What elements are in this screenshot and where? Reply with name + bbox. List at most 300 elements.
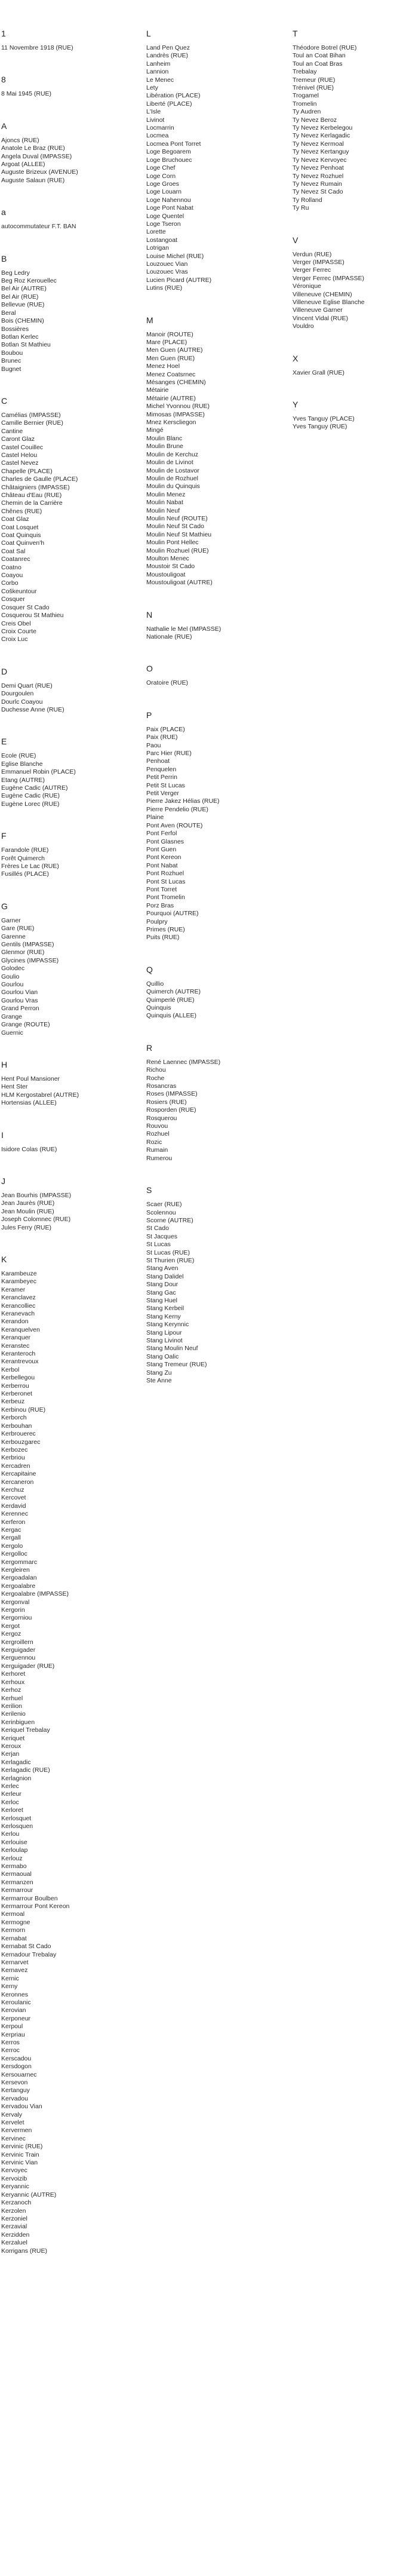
street-name: Kerennec (1, 1510, 28, 1518)
street-name: Château d'Eau (RUE) (1, 492, 62, 499)
street-name: Kernabat St Cado (1, 1943, 51, 1951)
street-name: Jean Moulin (RUE) (1, 1207, 54, 1215)
street-name: Kergleiren (1, 1566, 30, 1574)
letter-section (1, 75, 143, 98)
street-list (1, 137, 143, 185)
street-name: Farandole (RUE) (1, 847, 49, 854)
street-name: Ty Nevez St Cado (293, 188, 343, 196)
street-name: Frères Le Lac (RUE) (1, 863, 59, 870)
street-name: Moulin Neuf (ROUTE) (146, 514, 208, 522)
street-name: Verger Ferrec (IMPASSE) (293, 274, 365, 282)
street-name: Camille Bernier (RUE) (1, 419, 63, 427)
street-name: Loge Chef (146, 164, 176, 172)
street-name: Kerpoul (1, 2023, 23, 2031)
street-name: Chemin de la Carrière (1, 499, 63, 507)
street-list (1, 752, 143, 808)
section-letter-heading: Q (146, 964, 153, 974)
letter-section (146, 1185, 289, 1385)
street-name: Gourlou Vian (1, 989, 38, 996)
street-name: Richou (146, 1066, 166, 1074)
street-name: Nathalie le Mel (IMPASSE) (146, 625, 222, 633)
street-name: Cosquerou St Mathieu (1, 612, 64, 620)
street-name: Angela Duval (IMPASSE) (1, 152, 72, 160)
street-name: Quimperlé (RUE) (146, 996, 195, 1004)
letter-section (1, 1060, 143, 1108)
street-name: Mingé (146, 427, 164, 434)
section-letter-heading: N (146, 609, 153, 620)
street-name: Keryannic (1, 2183, 29, 2191)
street-name: Loge Louarn (146, 188, 181, 196)
street-name: Kersevon (1, 2079, 28, 2086)
street-name: Kervermen (1, 2127, 32, 2135)
street-name: Kergot (1, 1622, 20, 1630)
street-name: Korrigans (RUE) (1, 2247, 48, 2255)
street-name: Kermarrour (1, 1887, 33, 1894)
street-list (1, 1146, 143, 1154)
street-name: Moustoir St Cado (146, 563, 195, 571)
street-name: Loge Pont Nabat (146, 204, 193, 212)
street-name: Beg Roz Kerouellec (1, 277, 57, 285)
street-name: Métairie (146, 387, 169, 394)
street-name: Kermarrour Boulben (1, 1894, 58, 1902)
street-name: Keryannic (AUTRE) (1, 2191, 57, 2198)
street-name: Kernarvet (1, 1958, 29, 1966)
street-name: Pont Guen (146, 845, 177, 853)
street-name: Kerandon (1, 1318, 29, 1326)
street-name: Yves Tanguy (PLACE) (293, 415, 355, 422)
street-name: Ste Anne (146, 1377, 172, 1385)
street-name: Castel Nevez (1, 459, 39, 467)
street-name: Louise Michel (RUE) (146, 252, 204, 260)
street-list (1, 412, 143, 644)
street-name: Rumain (146, 1146, 168, 1154)
street-name: Creis Obel (1, 620, 31, 627)
street-list (146, 44, 289, 293)
street-name: Théodore Botrel (RUE) (293, 44, 357, 51)
street-name: Keranstec (1, 1342, 30, 1350)
street-name: Pont Tromelin (146, 894, 185, 901)
street-name: Rosporden (RUE) (146, 1106, 196, 1114)
street-name: Kernabat (1, 1934, 27, 1942)
street-name: Argoat (ALLEE) (1, 161, 45, 168)
street-name: Rozhuel (146, 1130, 170, 1138)
street-name: Stang Kerbeil (146, 1305, 184, 1312)
street-name: Lotrigan (146, 244, 169, 252)
street-name: Kervaly (1, 2111, 23, 2118)
street-name: Stang Dalidel (146, 1272, 184, 1280)
street-name: Auguste Salaun (RUE) (1, 176, 65, 184)
street-name: Kerbouzgarec (1, 1438, 41, 1446)
street-name: Keranteroch (1, 1350, 36, 1358)
street-list (146, 980, 289, 1020)
street-name: Mare (PLACE) (146, 339, 187, 346)
street-list (293, 415, 399, 431)
street-list (293, 369, 399, 377)
street-name: Loge Groes (146, 180, 179, 188)
street-name: Keranquelven (1, 1326, 40, 1333)
street-name: Grand Perron (1, 1005, 39, 1013)
letter-section (146, 1043, 289, 1163)
street-list (1, 223, 143, 231)
street-name: Kergorniou (1, 1614, 32, 1622)
street-list (1, 682, 143, 714)
street-name: Botlan Kerlec (1, 333, 39, 341)
street-name: Pont Rozhuel (146, 870, 184, 878)
street-name: Penhoat (146, 758, 170, 765)
street-name: Locmarrin (146, 124, 174, 132)
street-name: Kergolloc (1, 1550, 27, 1558)
street-name: Kervadou Vian (1, 2103, 42, 2111)
street-name: Kercaneron (1, 1478, 34, 1486)
letter-section (1, 1255, 143, 2255)
street-name: Ajoncs (RUE) (1, 136, 39, 144)
section-letter-heading: 1 (1, 29, 6, 38)
street-name: Lucien Picard (AUTRE) (146, 276, 212, 284)
letter-section (1, 901, 143, 1037)
street-name: Coatanrec (1, 556, 30, 563)
street-name: Kervoyec (1, 2167, 27, 2175)
street-name: Kerlec (1, 1782, 19, 1790)
street-name: Trebalay (293, 68, 317, 76)
street-name: Moulin Nabat (146, 499, 183, 507)
street-name: Cosquer (1, 596, 25, 603)
street-name: Botlan St Mathieu (1, 341, 51, 349)
street-name: Lanheim (146, 60, 171, 68)
street-name: Ty Nevez Kermoal (293, 140, 344, 148)
street-name: Kerovian (1, 2007, 26, 2014)
street-name: Kerbriou (1, 1454, 25, 1462)
street-name: Garner (1, 916, 21, 924)
street-name: 11 Novembre 1918 (RUE) (1, 44, 73, 51)
street-name: Kernadour Trebalay (1, 1951, 57, 1958)
street-name: Puits (RUE) (146, 934, 180, 942)
street-name: Kerzolen (1, 2207, 26, 2215)
street-name: Moulin Pont Hellec (146, 539, 199, 547)
street-name: Kermaoual (1, 1870, 32, 1878)
letter-section (1, 396, 143, 644)
street-name: Locmea Pont Torret (146, 140, 201, 148)
street-list (1, 44, 143, 52)
street-name: Cosquer St Cado (1, 603, 50, 611)
street-name: Hortensias (ALLEE) (1, 1099, 57, 1107)
street-list (1, 1192, 143, 1232)
street-name: Ty Nevez Rozhuel (293, 172, 344, 180)
street-name: Bugnet (1, 365, 21, 373)
street-name: Bel Air (AUTRE) (1, 285, 47, 293)
street-name: Garenne (1, 933, 26, 940)
street-name: Tremeur (RUE) (293, 76, 336, 84)
street-name: Kerzanoch (1, 2199, 32, 2207)
street-name: Paix (PLACE) (146, 725, 185, 733)
street-name: Kerinbiguen (1, 1718, 35, 1726)
street-name: Kervinec (1, 2135, 26, 2142)
street-list (1, 917, 143, 1037)
street-name: Petit St Lucas (146, 781, 185, 789)
street-name: Lannion (146, 68, 169, 76)
street-name: Stang Kerny (146, 1312, 181, 1320)
street-name: Loge Quentel (146, 212, 184, 220)
street-name: Xavier Grall (RUE) (293, 369, 344, 376)
street-name: Paix (RUE) (146, 734, 178, 741)
street-name: Kerbinou (RUE) (1, 1406, 46, 1413)
street-name: Ty Nevez Penhoat (293, 164, 344, 172)
street-name: Charles de Gaulle (PLACE) (1, 476, 78, 483)
street-name: Petit Verger (146, 790, 179, 798)
street-name: Kergac (1, 1526, 21, 1534)
street-name: Boubou (1, 349, 23, 357)
street-name: Vincent Vidal (RUE) (293, 314, 348, 322)
street-name: Rosquerou (146, 1114, 177, 1122)
street-name: Primes (RUE) (146, 925, 185, 933)
street-name: Moulin Menez (146, 490, 186, 498)
street-name: Coškeuntour (1, 587, 37, 595)
street-name: Croix Luc (1, 636, 28, 643)
index-column-2 (146, 29, 293, 1407)
street-name: Kerny (1, 1983, 18, 1991)
street-name: Kermanzen (1, 1878, 33, 1886)
street-name: Keranclavez (1, 1294, 36, 1302)
street-name: Petit Perrin (146, 774, 177, 781)
street-name: Kerbol (1, 1366, 20, 1373)
street-name: Toul an Coat Bihan (293, 52, 346, 60)
section-letter-heading: I (1, 1130, 4, 1140)
street-name: Kermogne (1, 1918, 30, 1926)
street-name: Kergroillern (1, 1638, 33, 1646)
street-list (1, 1075, 143, 1108)
street-name: St Jacques (146, 1232, 177, 1240)
street-name: Kerleur (1, 1790, 21, 1798)
street-name: Lutins (RUE) (146, 284, 183, 292)
street-name: Kerhuel (1, 1694, 23, 1702)
section-letter-heading: M (146, 315, 153, 325)
section-letter-heading: A (1, 121, 7, 131)
street-name: Kerhoret (1, 1670, 26, 1678)
street-name: Kermoal (1, 1910, 25, 1918)
street-name: Kerjan (1, 1750, 20, 1758)
letter-section (146, 610, 289, 642)
street-name: Villeneuve (CHEMIN) (293, 290, 352, 298)
street-name: Ty Nevez Kerbelegou (293, 124, 353, 132)
street-name: Stang Lipour (146, 1329, 182, 1336)
street-name: Quimerch (AUTRE) (146, 988, 201, 996)
street-name: Kercovet (1, 1494, 26, 1502)
street-name: Pont Ferfol (146, 830, 177, 838)
street-name: Dourlc Coayou (1, 698, 43, 706)
street-name: Quinquis (ALLEE) (146, 1012, 197, 1020)
street-name: Stang Gac (146, 1289, 176, 1296)
street-name: Moulin Neuf St Cado (146, 523, 204, 530)
street-name: Moulin de Rozhuel (146, 474, 198, 482)
street-name: Parc Hier (RUE) (146, 750, 192, 758)
section-letter-heading: X (293, 353, 299, 363)
street-name: Kerzoniel (1, 2215, 27, 2222)
street-name: Dourgoulen (1, 690, 34, 698)
street-name: Brunec (1, 357, 21, 365)
street-name: Land Pen Quez (146, 44, 190, 51)
letter-section (146, 664, 289, 687)
street-name: Kermarrour Pont Kereon (1, 1903, 70, 1910)
street-name: Eugène Lorec (RUE) (1, 800, 60, 808)
street-name: Nationale (RUE) (146, 633, 192, 640)
street-name: Pont Glasnes (146, 838, 184, 845)
street-name: Forêt Quimerch (1, 854, 45, 862)
street-name: St Cado (146, 1225, 169, 1232)
street-name: Tromelin (293, 100, 317, 108)
street-name: René Laennec (IMPASSE) (146, 1058, 221, 1066)
street-name: Stang Livinot (146, 1337, 183, 1344)
street-name: Grange (ROUTE) (1, 1021, 50, 1029)
street-name: Pont Kereon (146, 854, 181, 861)
street-name: Trénivel (RUE) (293, 84, 334, 92)
letter-section (146, 710, 289, 942)
street-name: Men Guen (AUTRE) (146, 346, 203, 354)
street-name: Keronnes (1, 1991, 28, 1998)
street-name: Trogamel (293, 92, 319, 100)
street-name: Kerzidden (1, 2231, 30, 2238)
street-name: Le Menec (146, 76, 174, 84)
street-name: Chênes (RUE) (1, 507, 42, 515)
street-name: Poulpry (146, 918, 168, 925)
street-name: Rumerou (146, 1154, 173, 1162)
street-name: Mésanges (CHEMIN) (146, 379, 206, 387)
street-name: Beg Ledry (1, 269, 30, 277)
street-list (146, 726, 289, 942)
street-name: Castel Couillec (1, 443, 44, 451)
street-name: Roses (IMPASSE) (146, 1090, 198, 1098)
street-name: Coat Sal (1, 547, 26, 555)
street-name: Coatno (1, 563, 21, 571)
letter-section (146, 965, 289, 1020)
street-name: Kerponeur (1, 2014, 31, 2022)
street-list (146, 1059, 289, 1163)
street-name: Scorne (AUTRE) (146, 1216, 193, 1224)
street-name: Ty Rolland (293, 196, 322, 204)
section-letter-heading: V (293, 235, 299, 245)
street-name: Stang Dour (146, 1281, 179, 1289)
street-name: Louzouec Vian (146, 260, 188, 268)
street-name: Kercapitaine (1, 1470, 36, 1478)
street-name: Bellevue (RUE) (1, 301, 45, 309)
street-name: Etang (AUTRE) (1, 776, 45, 784)
street-name: Stang Aven (146, 1265, 179, 1272)
street-name: Ecole (RUE) (1, 752, 36, 760)
street-list (293, 251, 399, 331)
street-name: Moulin Brune (146, 443, 183, 450)
index-column-1 (0, 29, 146, 2278)
section-letter-heading: 8 (1, 75, 6, 85)
street-name: St Lucas (146, 1241, 171, 1249)
street-name: Scaer (RUE) (146, 1201, 182, 1209)
street-name: Jean Jaurès (RUE) (1, 1200, 55, 1207)
street-name: Keramer (1, 1286, 26, 1293)
street-name: Joseph Colomnec (RUE) (1, 1216, 71, 1223)
street-name: Moulin de Kerchuz (146, 450, 198, 458)
street-name: Jean Bourhis (IMPASSE) (1, 1191, 72, 1199)
street-name: Loge Nahennou (146, 196, 191, 204)
street-name: Verger Ferrec (293, 266, 331, 274)
street-name: Grange (1, 1013, 23, 1020)
letter-section (1, 667, 143, 714)
street-name: Penquelen (146, 765, 177, 773)
index-column-3 (293, 29, 403, 454)
street-name: Plaine (146, 814, 164, 821)
letter-section (1, 831, 143, 879)
section-letter-heading: J (1, 1176, 5, 1186)
street-name: Keroulanic (1, 1998, 31, 2006)
street-name: Gourlou Vras (1, 996, 38, 1004)
street-name: Ty Nevez Kerlagadic (293, 132, 350, 140)
section-letter-heading: P (146, 710, 152, 720)
street-name: Golodec (1, 965, 25, 973)
street-name: Coat Quinquis (1, 532, 41, 539)
street-name: Châtaigniers (IMPASSE) (1, 483, 70, 491)
street-name: Kervoizib (1, 2175, 27, 2182)
letter-section (1, 121, 143, 185)
street-name: Pierre Jakez Hélias (RUE) (146, 798, 220, 805)
street-name: Croix Courte (1, 627, 36, 635)
section-letter-heading: B (1, 253, 7, 263)
street-name: Kerlou (1, 1830, 20, 1838)
street-name: Mimosas (IMPASSE) (146, 410, 205, 418)
street-name: Keroux (1, 1742, 21, 1750)
street-name: Pourquoi (AUTRE) (146, 910, 199, 918)
street-list (1, 847, 143, 879)
street-name: Kerros (1, 2038, 20, 2046)
street-name: Kerlosquet (1, 1814, 32, 1822)
street-name: Moulin Rozhuel (RUE) (146, 547, 209, 554)
section-letter-heading: O (146, 664, 153, 674)
street-name: Liberté (PLACE) (146, 100, 192, 108)
street-name: Libération (PLACE) (146, 92, 201, 100)
street-name: Chapelle (PLACE) (1, 467, 53, 475)
street-name: Kertanguy (1, 2087, 30, 2094)
section-letter-heading: E (1, 737, 7, 747)
street-name: Verger (IMPASSE) (293, 258, 344, 266)
street-name: Kerloret (1, 1807, 23, 1814)
section-letter-heading: L (146, 29, 151, 38)
street-name: Kergolo (1, 1542, 23, 1550)
section-letter-heading: H (1, 1059, 8, 1069)
street-name: Gentils (IMPASSE) (1, 941, 54, 949)
street-name: Glycines (IMPASSE) (1, 956, 59, 964)
street-name: Kerdavid (1, 1502, 26, 1510)
street-name: Kerberonet (1, 1390, 32, 1398)
street-name: Kerbellegou (1, 1374, 35, 1382)
street-name: Véronique (293, 283, 321, 290)
street-name: Kervelet (1, 2119, 24, 2127)
street-name: Kerguigader (RUE) (1, 1662, 55, 1670)
street-name: Kerlagadic (1, 1758, 31, 1766)
street-name: Lety (146, 84, 158, 92)
street-name: Kergorin (1, 1606, 25, 1614)
street-list (146, 625, 289, 642)
street-name: Glenmor (RUE) (1, 949, 45, 956)
street-name: Kerroc (1, 2047, 20, 2054)
street-name: Kernavez (1, 1967, 28, 1974)
street-name: Ty Nevez Kertanguy (293, 148, 349, 156)
street-name: Moulin Blanc (146, 434, 183, 442)
street-name: Loge Bruchouec (146, 156, 192, 164)
street-name: Goulio (1, 973, 20, 980)
street-name: Kerilenio (1, 1710, 26, 1718)
street-name: Keranquer (1, 1334, 31, 1342)
street-name: Rosancras (146, 1082, 177, 1090)
street-name: Landrès (RUE) (146, 52, 189, 60)
letter-section (1, 1176, 143, 1232)
street-name: Livinot (146, 116, 165, 124)
section-letter-heading: Y (293, 400, 299, 409)
street-name: Kerborch (1, 1414, 27, 1422)
